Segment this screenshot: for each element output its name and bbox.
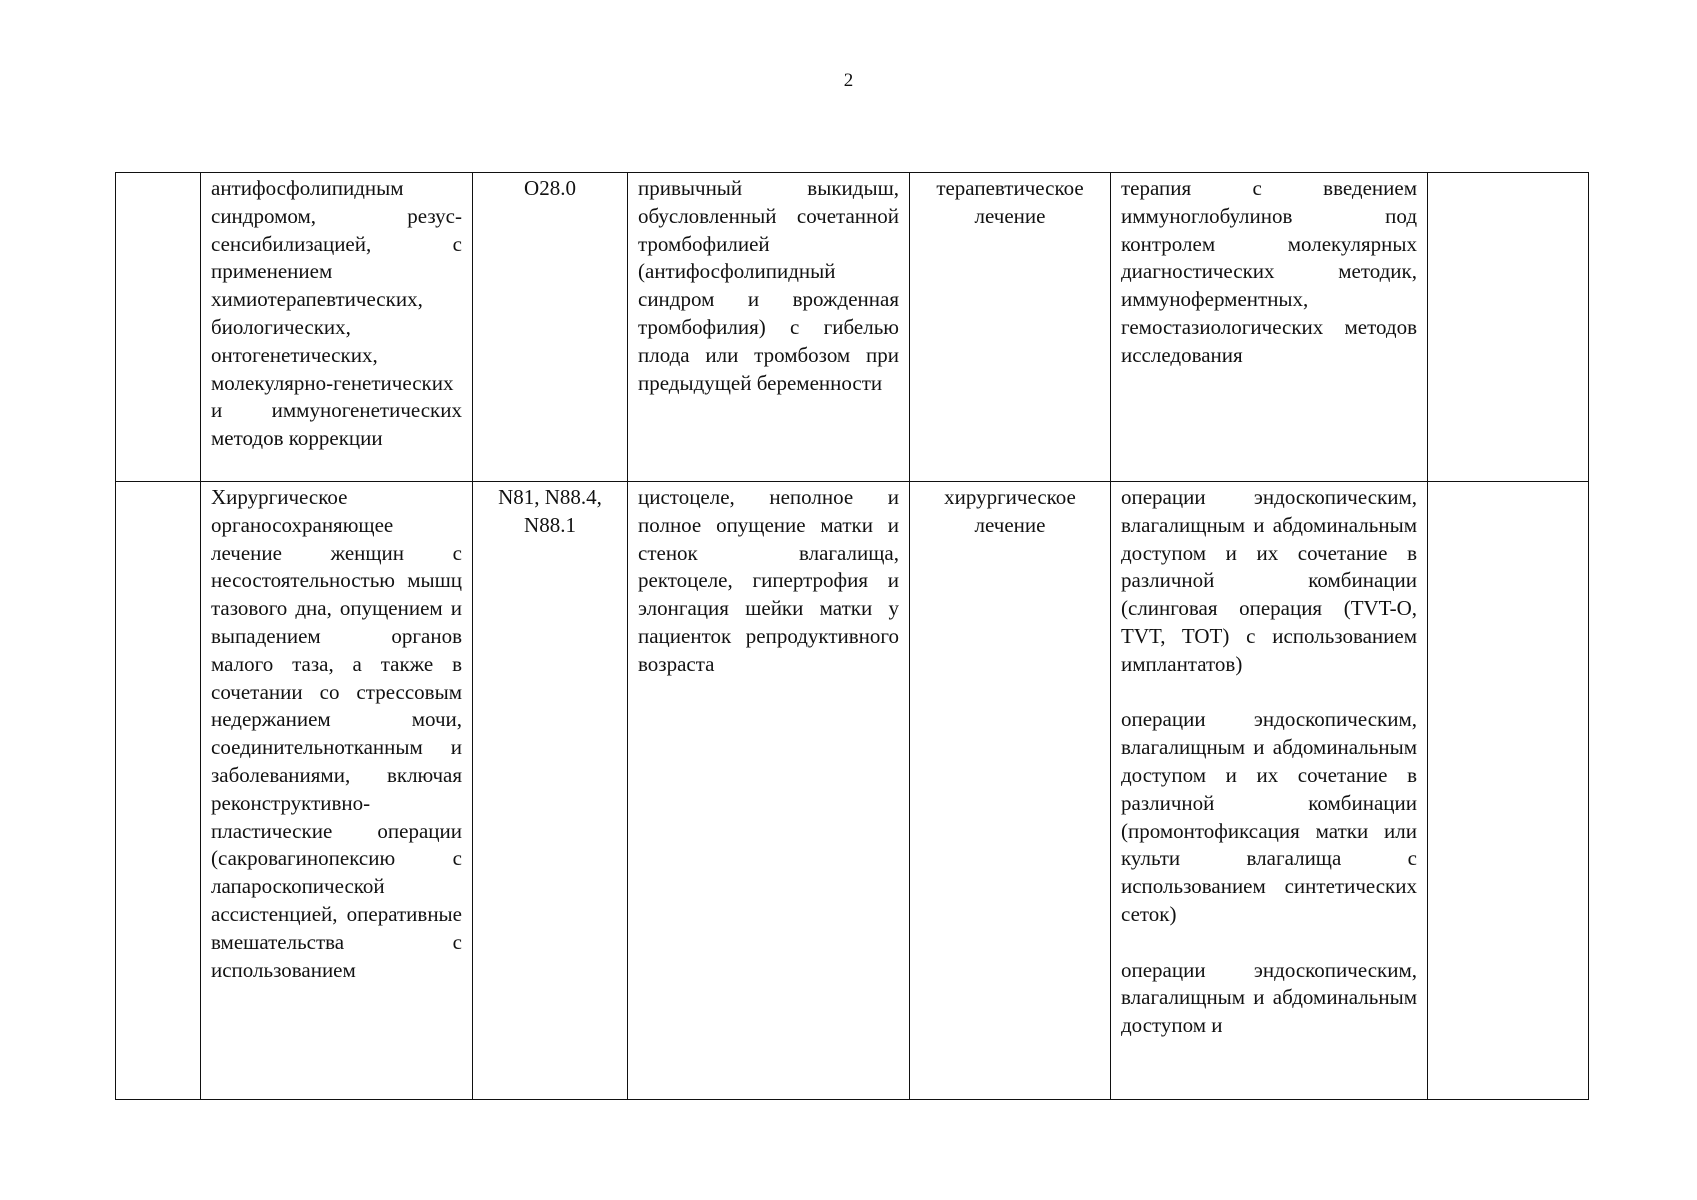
paragraph-spacer [1121,679,1417,707]
standard-cost-cell [1428,482,1589,1100]
table-row [116,482,1589,1100]
page-number: 2 [843,70,854,91]
care-type-cell: Хирургическое органосохраняющее лечение женщин с несостоятельностью мышц тазового дна, опущением и выпадением органов малого таза, а также в сочетании со стрессовым недержанием мочи, соединительнотканным и заболеваниями, включая реконструктивно-пластические операции (сакровагинопексию с лапароскопической ассистенцией, оперативные вмешательства с использованием [201,482,473,1100]
treatment-method-cell [1111,482,1428,1100]
table-row [116,173,1589,482]
care-type-cell: антифосфолипидным синдромом, резус-сенсибилизацией, с применением химиотерапевтических, биологических, онтогенетических, молекулярно-генетических и иммуногенетических методов коррекции [201,173,473,482]
model-patient-cell: привычный выкидыш, обусловленный сочетанной тромбофилией (антифосфолипидный синдром и врожденная тромбофилия) с гибелью плода или тромбозом при предыдущей беременности [628,173,910,482]
icd-code-cell: O28.0 [473,173,628,482]
row-number-cell [116,482,201,1100]
treatment-method-paragraph: операции эндоскопическим, влагалищным и абдоминальным доступом и их сочетание в различной комбинации (промонтофиксация матки или культи влагалища с использованием синтетических сеток) [1121,707,1417,926]
treatment-method-paragraph: операции эндоскопическим, влагалищным и абдоминальным доступом и [1121,957,1417,1038]
medical-care-table [115,172,1589,1100]
treatment-method-paragraph: терапия с введением иммуноглобулинов под контролем молекулярных диагностических методик, иммуноферментных, гемостазиологических методов исследования [1121,176,1417,367]
treatment-type-cell: хирургическое лечение [910,482,1111,1100]
standard-cost-cell [1428,173,1589,482]
paragraph-spacer [1121,929,1417,957]
treatment-type-cell: терапевтическое лечение [910,173,1111,482]
model-patient-cell: цистоцеле, неполное и полное опущение матки и стенок влагалища, ректоцеле, гипертрофия и элонгация шейки матки у пациенток репродуктивного возраста [628,482,910,1100]
treatment-method-paragraph: операции эндоскопическим, влагалищным и абдоминальным доступом и их сочетание в различной комбинации (слинговая операция (TVT-O, TVT, TOT) с использованием имплантатов) [1121,485,1417,676]
icd-code-cell: N81, N88.4, N88.1 [473,482,628,1100]
treatment-method-cell [1111,173,1428,482]
row-number-cell [116,173,201,482]
